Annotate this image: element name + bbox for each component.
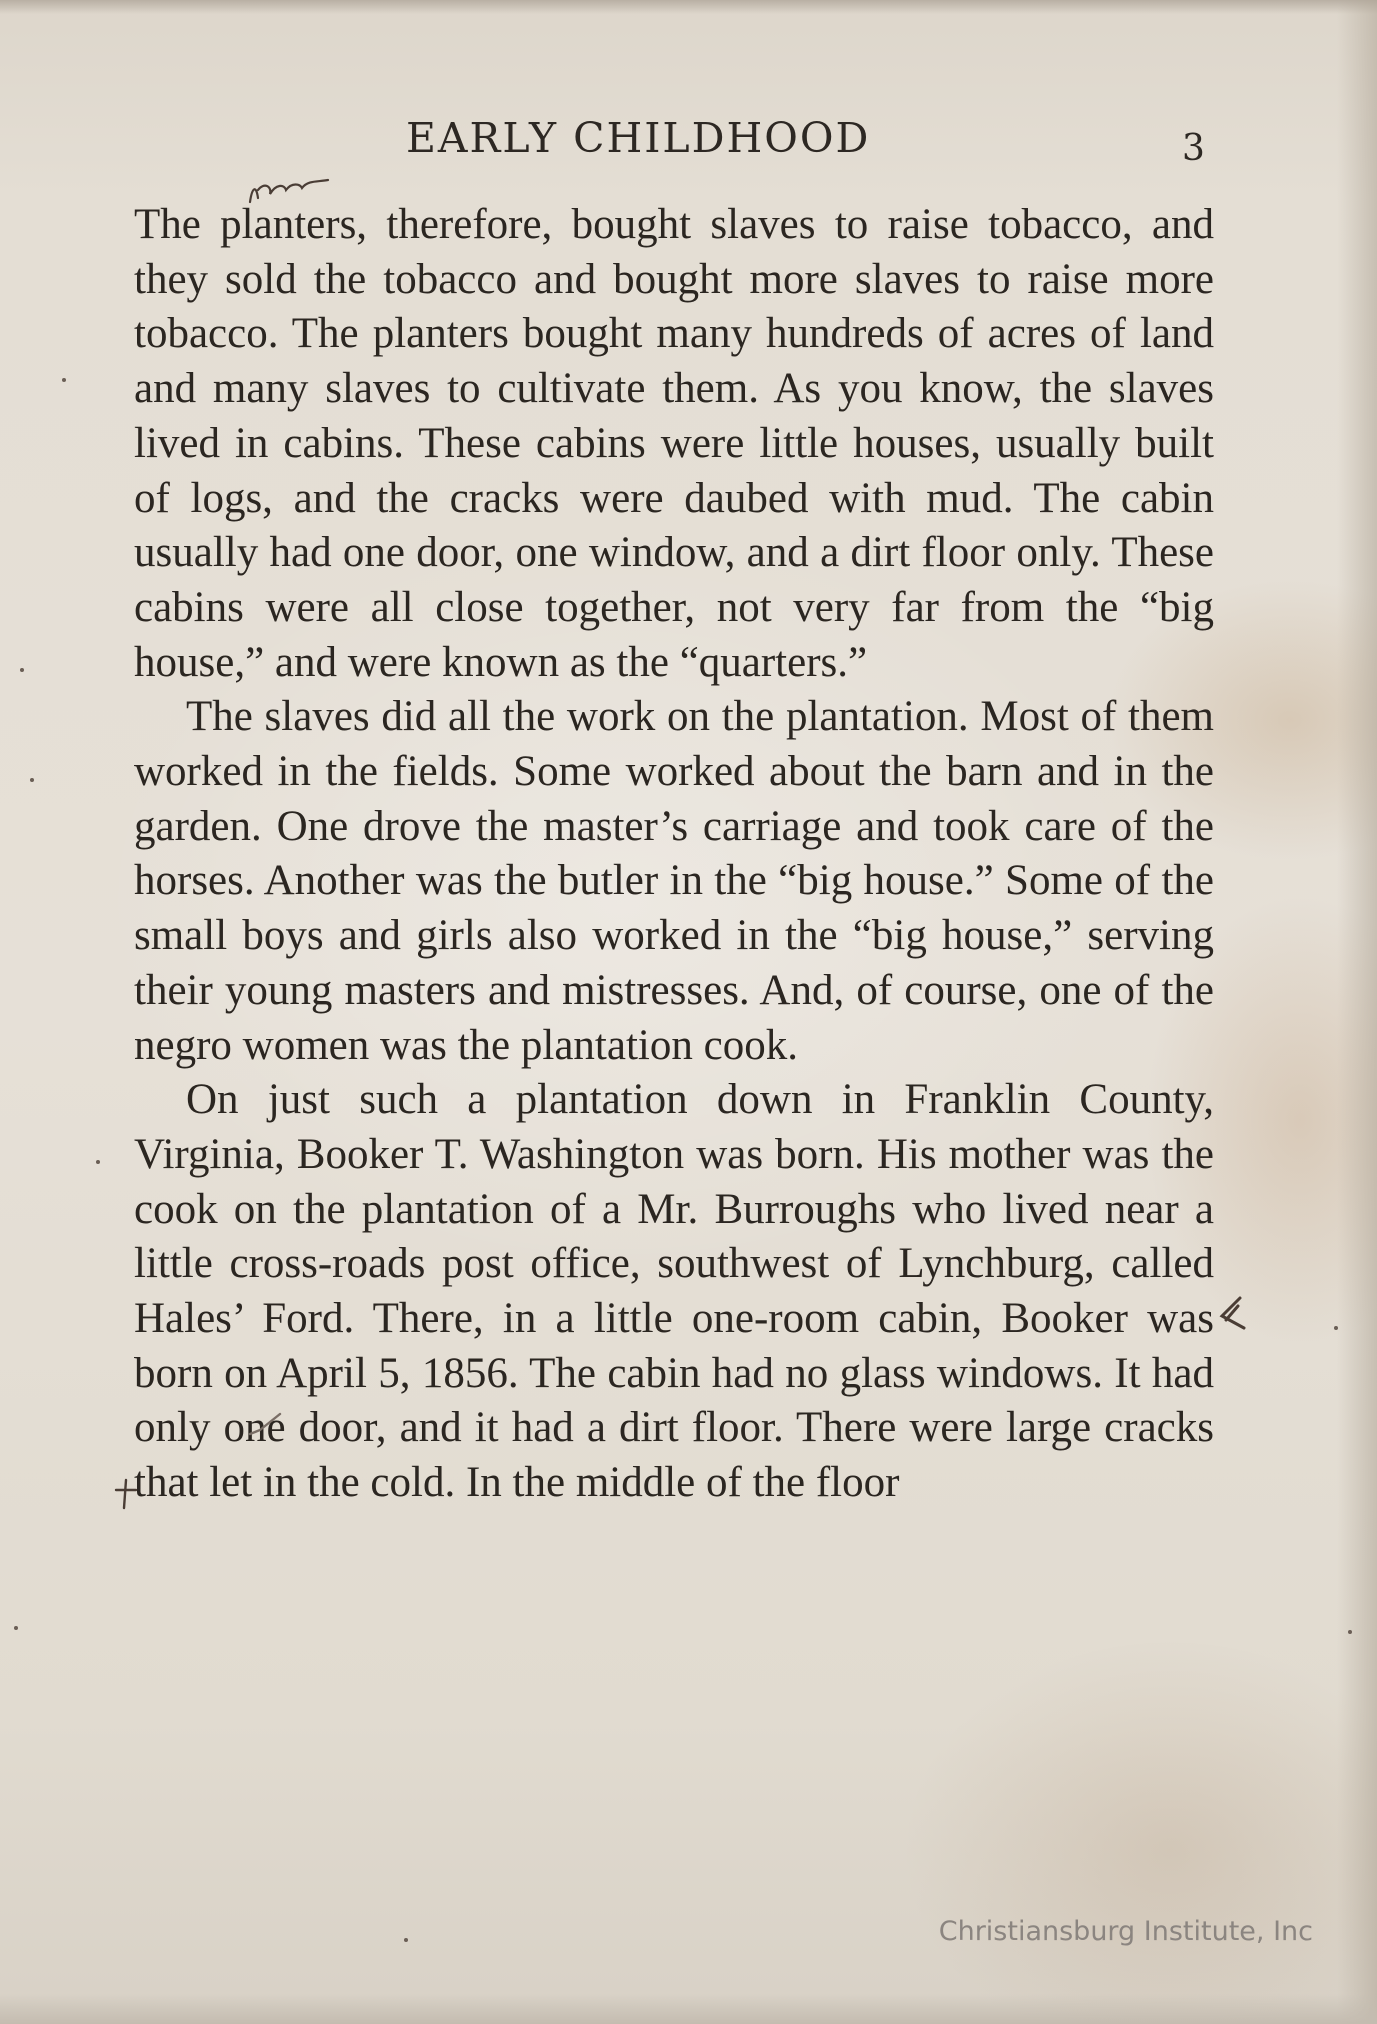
margin-x-mark-icon	[1216, 1294, 1256, 1334]
paper-speck	[1348, 1630, 1352, 1634]
chapter-title: EARLY CHILDHOOD	[406, 114, 871, 162]
watermark: Christiansburg Institute, Inc	[938, 1916, 1313, 1947]
page-top-edge	[0, 0, 1377, 14]
paper-speck	[30, 778, 34, 782]
paper-speck	[20, 668, 24, 672]
paragraph-3: On just such a plantation down in Franklin County, Virginia, Booker T. Washington was born. His mother was the cook on the plantation of a Mr. Burroughs who lived near a little cross-roads post office, southwest of Lynchburg, called Hales’ Ford. There, in a little one-room cabin, Booker was born on April 5, 1856. The cabin had no glass windows. It had only one door, and it had a dirt floor. There were large cracks that let in the cold. In the middle of the floor	[134, 1076, 1214, 1507]
paper-speck	[1334, 1326, 1338, 1330]
paper-speck	[14, 1626, 18, 1630]
page-number: 3	[1182, 128, 1205, 169]
paragraph-1: The planters, therefore, bought slaves to raise tobacco, and they sold the tobacco and bought more slaves to raise more tobacco. The planters bought many hundreds of acres of land and many slaves to cultivate them. As you know, the slaves lived in cabins. These cabins were little houses, usually built of logs, and the cracks were daubed with mud. The cabin usually had one door, one window, and a dirt floor only. These cabins were all close together, not very far from the “big house,” and were known as the “quarters.”	[134, 201, 1214, 686]
paper-speck	[62, 378, 66, 382]
body-text	[134, 198, 1214, 1511]
paper-speck	[404, 1938, 408, 1942]
plus-mark-icon	[110, 1476, 140, 1510]
paragraph-2: The slaves did all the work on the plantation. Most of them worked in the fields. Some worked about the barn and in the garden. One drove the master’s carriage and took care of the horses. Another was the butler in the “big house.” Some of the small boys and girls also worked in the “big house,” serving their young masters and mistresses. And, of course, one of the negro women was the plantation cook.	[134, 693, 1214, 1069]
check-mark-icon	[246, 1410, 286, 1440]
running-head	[0, 108, 1377, 168]
page-bottom-edge	[0, 1994, 1377, 2024]
pencil-scribble-icon	[246, 176, 332, 206]
page-right-edge	[1337, 0, 1377, 2024]
paper-speck	[96, 1160, 100, 1164]
